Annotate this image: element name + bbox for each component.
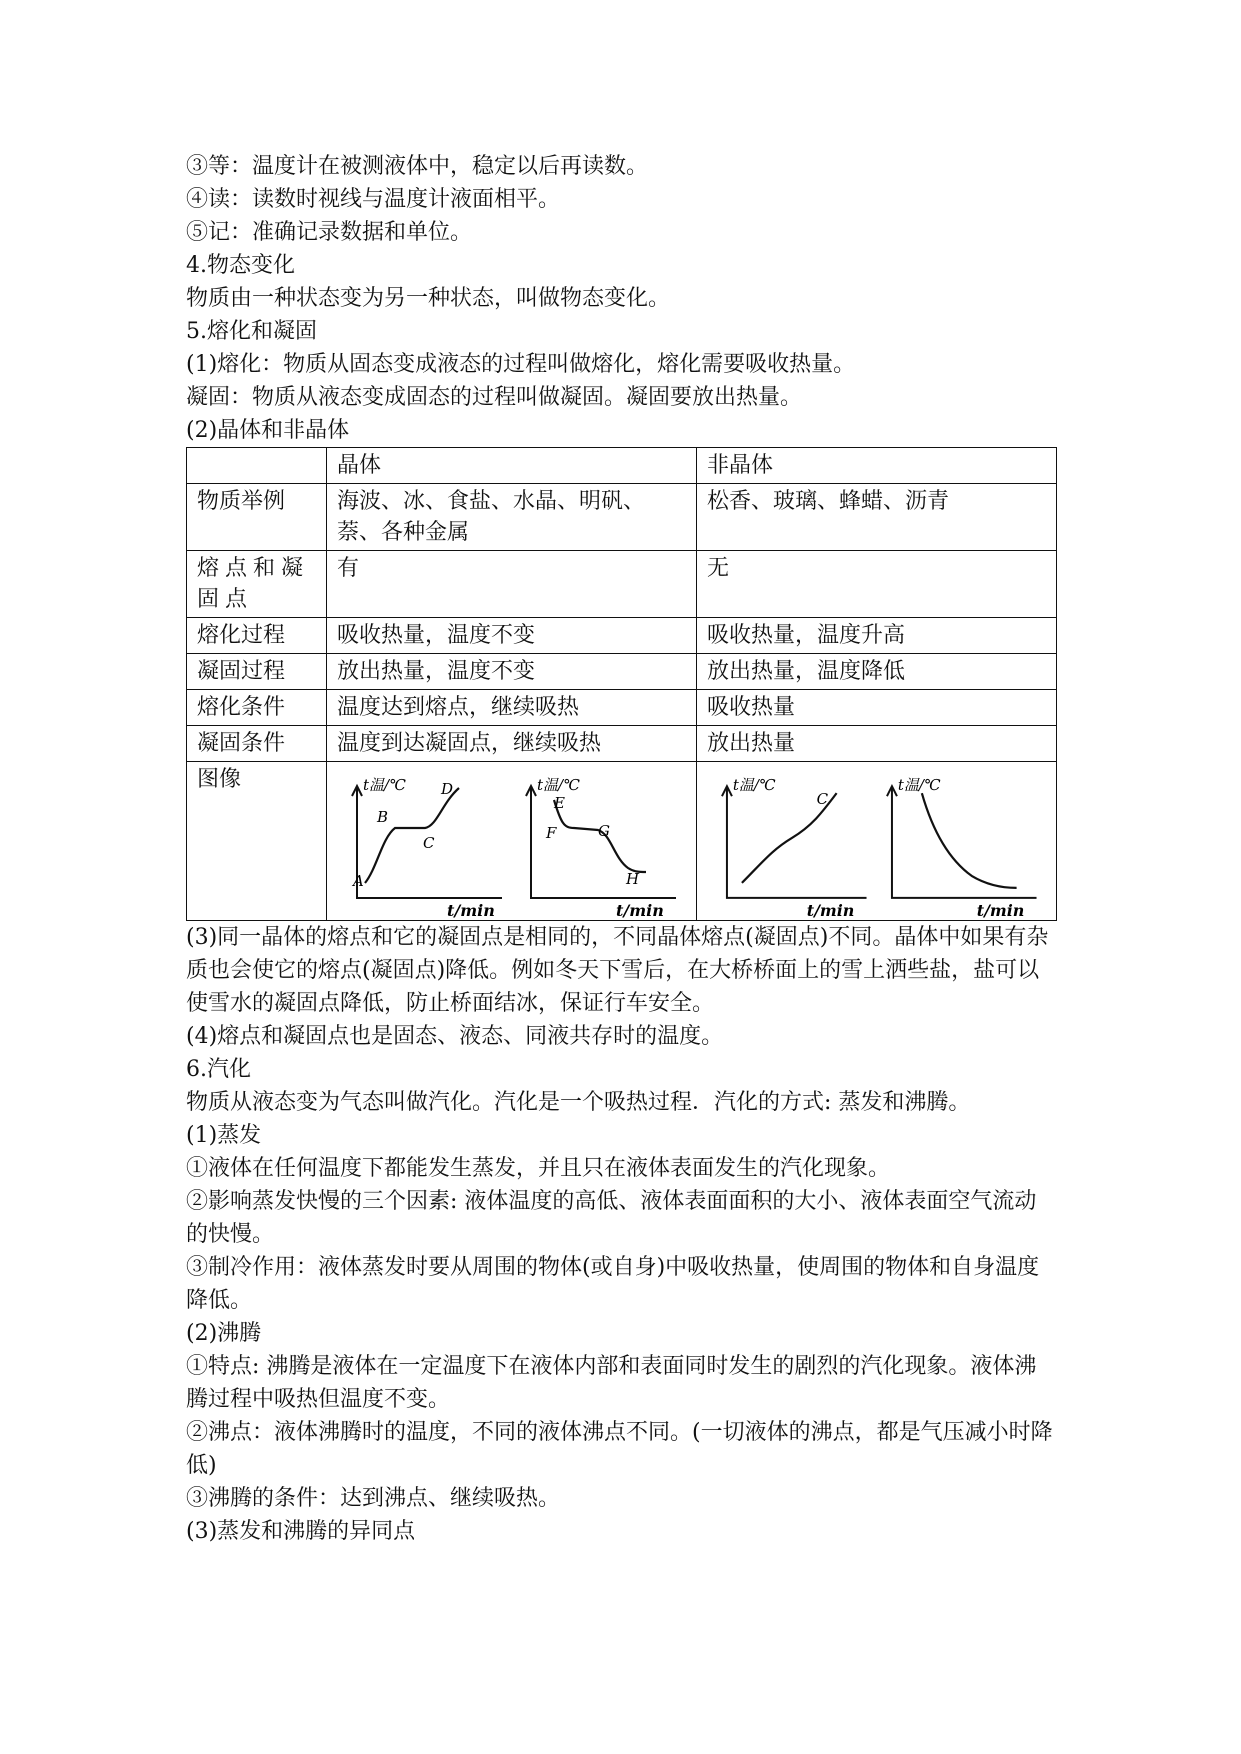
text-line: (1)熔化：物质从固态变成液态的过程叫做熔化，熔化需要吸收热量。	[186, 352, 856, 377]
table-cell: 有	[327, 551, 697, 618]
y-axis-label: t温/℃	[897, 776, 941, 795]
table-row	[187, 551, 1057, 618]
table-cell: 松香、玻璃、蜂蜡、沥青	[697, 484, 1057, 551]
point-label: B	[377, 808, 389, 826]
table-row	[187, 618, 1057, 654]
point-label: G	[598, 822, 610, 840]
point-label: F	[546, 824, 557, 842]
section-heading: 6.汽化	[186, 1057, 251, 1082]
table-cell: 放出热量，温度降低	[697, 654, 1057, 690]
text-line: 凝固：物质从液态变成固态的过程叫做凝固。凝固要放出热量。	[186, 385, 803, 410]
text-line: ④读：读数时视线与温度计液面相平。	[186, 187, 561, 212]
text-line: ③等：温度计在被测液体中，稳定以后再读数。	[186, 154, 649, 179]
y-axis-label: t温/℃	[537, 776, 580, 794]
subsection-heading: (2)沸腾	[186, 1321, 262, 1346]
point-label: D	[441, 780, 454, 798]
text-line: ①液体在任何温度下都能发生蒸发，并且只在液体表面发生的汽化现象。	[186, 1156, 891, 1181]
subsection-heading: (1)蒸发	[186, 1123, 262, 1148]
table-cell: 放出热量	[697, 726, 1057, 762]
table-cell: 温度到达凝固点，继续吸热	[327, 726, 697, 762]
table-cell: 吸收热量，温度升高	[697, 618, 1057, 654]
table-row	[187, 690, 1057, 726]
section-heading: 5.熔化和凝固	[186, 319, 317, 344]
document-page	[186, 150, 1056, 1548]
text-line: 物质由一种状态变为另一种状态，叫做物态变化。	[186, 286, 671, 311]
paragraph: ②沸点：液体沸腾时的温度，不同的液体沸点不同。(一切液体的沸点，都是气压减小时降低)	[186, 1420, 1053, 1478]
table-row	[187, 654, 1057, 690]
table-cell: 无	[697, 551, 1057, 618]
table-header-cell	[187, 448, 327, 484]
crystal-comparison-table	[186, 447, 1057, 921]
x-axis-label: t/min	[976, 900, 1024, 918]
table-cell: 熔化过程	[187, 618, 327, 654]
amorphous-graphs-cell	[697, 762, 1057, 921]
table-cell: 吸收热量	[697, 690, 1057, 726]
table-header-cell: 非晶体	[697, 448, 1057, 484]
point-label: C	[816, 790, 829, 809]
table-header-cell: 晶体	[327, 448, 697, 484]
table-cell: 吸收热量，温度不变	[327, 618, 697, 654]
table-cell: 温度达到熔点，继续吸热	[327, 690, 697, 726]
table-cell: 凝固过程	[187, 654, 327, 690]
y-axis-label: t温/℃	[732, 776, 776, 795]
paragraph: (3)同一晶体的熔点和它的凝固点是相同的，不同晶体熔点(凝固点)不同。晶体中如果有杂质也会使它的熔点(凝固点)降低。例如冬天下雪后，在大桥桥面上的雪上洒些盐，盐可以使雪水的凝固点降低，防止桥面结冰，保证行车安全。	[186, 925, 1049, 1016]
subsection-heading: (2)晶体和非晶体	[186, 418, 350, 443]
after-section	[186, 921, 1056, 1548]
amorphous-freezing-graph	[877, 768, 1047, 918]
crystal-graphs-cell	[327, 762, 697, 921]
crystal-freezing-graph	[516, 768, 686, 918]
table-row	[187, 726, 1057, 762]
amorphous-melting-graph	[707, 768, 877, 918]
section-heading: 4.物态变化	[186, 253, 295, 278]
y-axis-label: t温/℃	[363, 776, 406, 794]
text-line: ⑤记：准确记录数据和单位。	[186, 220, 473, 245]
point-label: H	[626, 870, 640, 888]
text-line: (4)熔点和凝固点也是固态、液态、同液共存时的温度。	[186, 1024, 724, 1049]
point-label: C	[423, 834, 435, 852]
crystal-melting-graph	[337, 768, 507, 918]
table-image-row	[187, 762, 1057, 921]
point-label: E	[554, 794, 565, 812]
paragraph: ①特点: 沸腾是液体在一定温度下在液体内部和表面同时发生的剧烈的汽化现象。液体沸腾过程中吸热但温度不变。	[186, 1354, 1037, 1412]
table-cell: 放出热量，温度不变	[327, 654, 697, 690]
x-axis-label: t/min	[806, 900, 855, 918]
subsection-heading: (3)蒸发和沸腾的异同点	[186, 1519, 416, 1544]
table-cell: 物质举例	[187, 484, 327, 551]
paragraph: ③制冷作用：液体蒸发时要从周围的物体(或自身)中吸收热量，使周围的物体和自身温度降低。	[186, 1255, 1040, 1313]
text-line: ③沸腾的条件：达到沸点、继续吸热。	[186, 1486, 561, 1511]
text-line: 物质从液态变为气态叫做汽化。汽化是一个吸热过程．汽化的方式: 蒸发和沸腾。	[186, 1090, 971, 1115]
point-label: A	[353, 872, 364, 890]
table-cell: 海波、冰、食盐、水晶、明矾、萘、各种金属	[327, 484, 697, 551]
table-header-row	[187, 448, 1057, 484]
intro-section	[186, 150, 1056, 447]
table-cell: 熔点和凝固点	[187, 551, 327, 618]
table-row	[187, 484, 1057, 551]
table-cell: 凝固条件	[187, 726, 327, 762]
x-axis-label: t/min	[447, 901, 495, 918]
table-cell: 图像	[187, 762, 327, 921]
paragraph: ②影响蒸发快慢的三个因素: 液体温度的高低、液体表面面积的大小、液体表面空气流动的快慢。	[186, 1189, 1037, 1247]
x-axis-label: t/min	[616, 901, 664, 918]
table-cell: 熔化条件	[187, 690, 327, 726]
